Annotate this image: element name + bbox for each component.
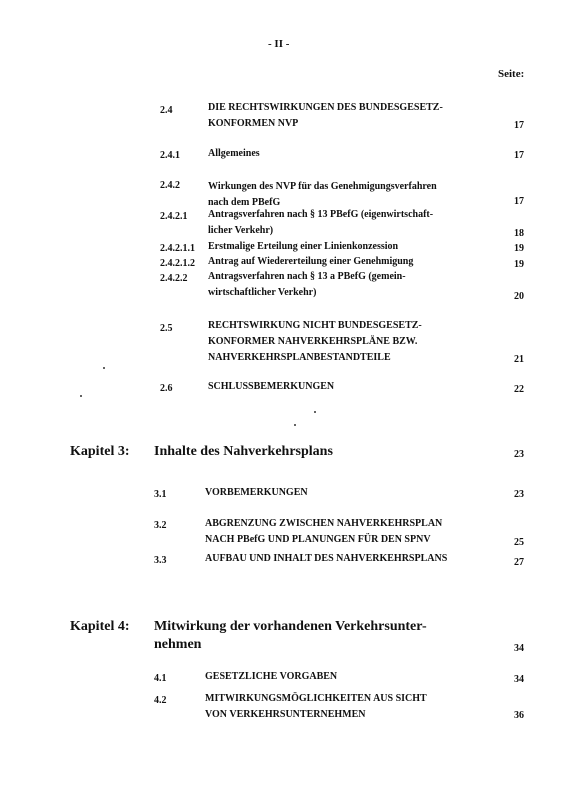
chapter-title: Inhalte des Nahverkehrsplans	[154, 444, 333, 459]
chapter-page: 23	[514, 449, 524, 460]
entry-page: 27	[514, 557, 524, 568]
entry-number: 2.4.2.2	[160, 273, 188, 284]
entry-page: 19	[514, 259, 524, 270]
entry-number: 2.4.2.1.2	[160, 258, 195, 269]
entry-title: DIE RECHTSWIRKUNGEN DES BUNDESGESETZ- KONFORMEN NVP	[208, 102, 443, 129]
entry-title: Antragsverfahren nach § 13 PBefG (eigenwirtschaft- licher Verkehr)	[208, 209, 434, 236]
entry-page: 36	[514, 710, 524, 721]
entry-page: 19	[514, 243, 524, 254]
scan-speck	[103, 367, 105, 369]
entry-page: 23	[514, 489, 524, 500]
entry-title: MITWIRKUNGSMÖGLICHKEITEN AUS SICHT VON VERKEHRSUNTERNEHMEN	[205, 693, 427, 720]
entry-page: 34	[514, 674, 524, 685]
entry-number: 2.4.2	[160, 180, 180, 191]
entry-title: Antrag auf Wiedererteilung einer Genehmigung	[208, 256, 414, 267]
entry-number: 2.4	[160, 105, 173, 116]
entry-page: 25	[514, 537, 524, 548]
entry-page: 17	[514, 196, 524, 207]
entry-number: 2.4.1	[160, 150, 180, 161]
entry-title: RECHTSWIRKUNG NICHT BUNDESGESETZ- KONFORMER NAHVERKEHRSPLÄNE BZW. NAHVERKEHRSPLANBESTANDTEILE	[208, 320, 422, 363]
chapter-title: Mitwirkung der vorhandenen Verkehrsunter- nehmen	[154, 619, 427, 652]
entry-title: Antragsverfahren nach § 13 a PBefG (gemein- wirtschaftlicher Verkehr)	[208, 271, 406, 298]
entry-page: 21	[514, 354, 524, 365]
entry-page: 22	[514, 384, 524, 395]
entry-number: 3.2	[154, 520, 167, 531]
entry-title: AUFBAU UND INHALT DES NAHVERKEHRSPLANS	[205, 553, 448, 564]
seite-label: Seite:	[498, 68, 525, 80]
entry-number: 4.1	[154, 673, 167, 684]
scan-speck	[80, 395, 82, 397]
chapter-label: Kapitel 3:	[70, 444, 130, 459]
entry-page: 18	[514, 228, 524, 239]
entry-number: 2.5	[160, 323, 173, 334]
page-marker: - II -	[268, 38, 290, 50]
entry-number: 2.6	[160, 383, 173, 394]
entry-title: Allgemeines	[208, 148, 260, 159]
entry-number: 3.3	[154, 555, 167, 566]
scan-speck	[294, 424, 296, 426]
entry-title: SCHLUSSBEMERKUNGEN	[208, 381, 335, 392]
entry-number: 3.1	[154, 489, 167, 500]
entry-title: VORBEMERKUNGEN	[205, 487, 308, 498]
entry-page: 20	[514, 291, 524, 302]
chapter-page: 34	[514, 643, 524, 654]
entry-number: 2.4.2.1.1	[160, 243, 195, 254]
entry-title: GESETZLICHE VORGABEN	[205, 671, 338, 682]
scan-speck	[314, 411, 316, 413]
entry-number: 4.2	[154, 695, 167, 706]
entry-title: ABGRENZUNG ZWISCHEN NAHVERKEHRSPLAN NACH PBefG UND PLANUNGEN FÜR DEN SPNV	[205, 518, 443, 545]
chapter-label: Kapitel 4:	[70, 619, 130, 634]
entry-page: 17	[514, 120, 524, 131]
entry-number: 2.4.2.1	[160, 211, 188, 222]
entry-page: 17	[514, 150, 524, 161]
entry-title: Erstmalige Erteilung einer Linienkonzession	[208, 241, 399, 252]
entry-title: Wirkungen des NVP für das Genehmigungsverfahren nach dem PBefG	[208, 181, 437, 208]
